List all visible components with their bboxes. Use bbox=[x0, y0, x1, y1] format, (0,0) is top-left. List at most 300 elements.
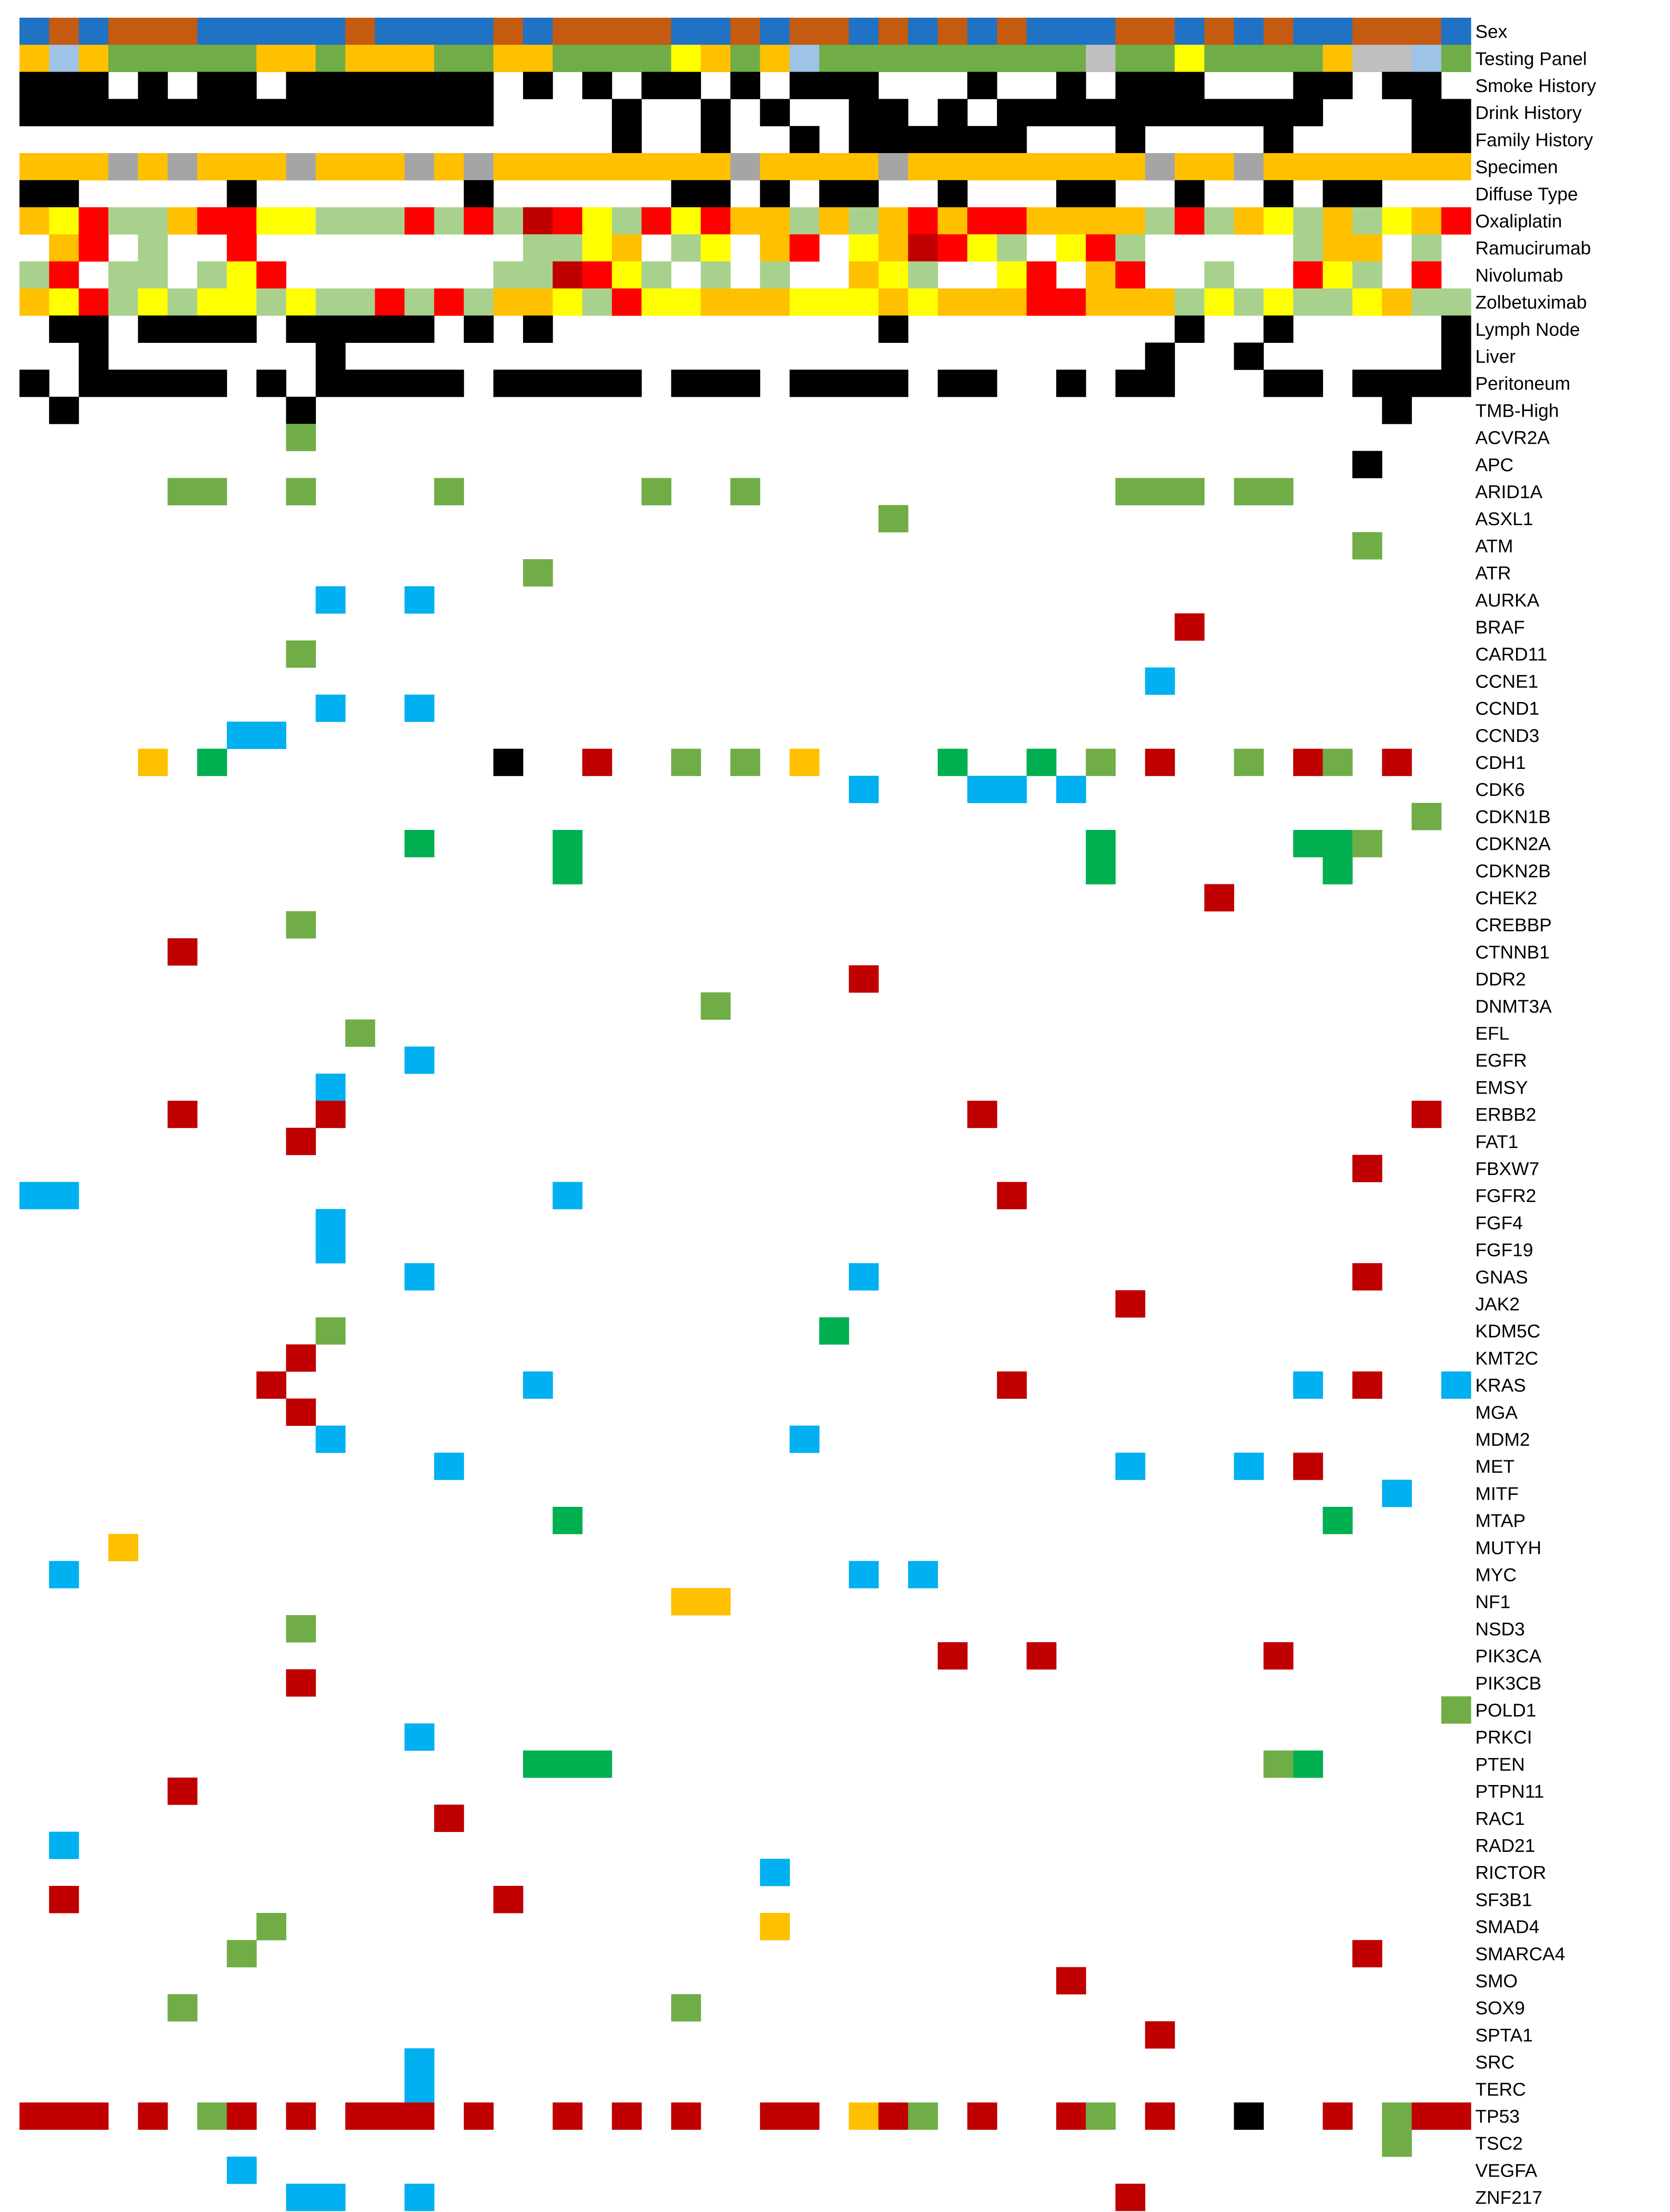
cell-nivolumab-29 bbox=[878, 261, 908, 289]
cell-pten-19 bbox=[582, 1751, 612, 1778]
cell-znf217-9 bbox=[286, 2184, 316, 2211]
cell-zolbetuximab-6 bbox=[197, 288, 227, 316]
cell-sex-40 bbox=[1204, 18, 1235, 45]
cell-family-history-28 bbox=[849, 126, 879, 154]
cell-oxaliplatin-2 bbox=[79, 207, 109, 234]
cell-nivolumab-30 bbox=[908, 261, 938, 289]
cell-egfr-13 bbox=[404, 1047, 435, 1074]
cell-specimen-22 bbox=[671, 153, 701, 180]
cell-aurka-13 bbox=[404, 586, 435, 614]
cell-zolbetuximab-26 bbox=[789, 288, 820, 316]
cell-cdk6-32 bbox=[967, 776, 997, 803]
row-label-atr: ATR bbox=[1475, 562, 1511, 584]
cell-specimen-24 bbox=[731, 153, 761, 180]
cell-specimen-30 bbox=[908, 153, 938, 180]
cell-ramucirumab-28 bbox=[849, 234, 879, 262]
cell-myc-30 bbox=[908, 1561, 938, 1588]
cell-atm-45 bbox=[1352, 532, 1382, 560]
cell-smoke-history-27 bbox=[819, 72, 849, 99]
cell-peritoneum-8 bbox=[257, 370, 287, 397]
cell-testing-panel-35 bbox=[1056, 45, 1086, 72]
cell-oxaliplatin-38 bbox=[1145, 207, 1175, 234]
cell-tp53-2 bbox=[79, 2102, 109, 2130]
row-label-braf: BRAF bbox=[1475, 617, 1525, 637]
cell-arid1a-9 bbox=[286, 478, 316, 505]
cell-specimen-1 bbox=[49, 153, 79, 180]
cell-liver-38 bbox=[1145, 342, 1175, 370]
row-label-rictor: RICTOR bbox=[1475, 1862, 1547, 1883]
cell-zolbetuximab-36 bbox=[1086, 288, 1116, 316]
cell-zolbetuximab-1 bbox=[49, 288, 79, 316]
cell-arid1a-42 bbox=[1263, 478, 1293, 505]
row-label-nivolumab: Nivolumab bbox=[1475, 265, 1563, 286]
cell-cdkn2b-44 bbox=[1323, 857, 1353, 884]
cell-specimen-0 bbox=[19, 153, 50, 180]
cell-kras-17 bbox=[523, 1371, 553, 1399]
cell-smoke-history-10 bbox=[316, 72, 346, 99]
cell-specimen-4 bbox=[138, 153, 168, 180]
cell-lymph-node-42 bbox=[1263, 315, 1293, 343]
cell-specimen-20 bbox=[612, 153, 642, 180]
cell-sex-22 bbox=[671, 18, 701, 45]
cell-cdh1-43 bbox=[1293, 749, 1323, 776]
row-label-lymph-node: Lymph Node bbox=[1475, 319, 1580, 340]
cell-zolbetuximab-38 bbox=[1145, 288, 1175, 316]
cell-drink-history-9 bbox=[286, 99, 316, 127]
cell-nivolumab-28 bbox=[849, 261, 879, 289]
cell-nivolumab-8 bbox=[257, 261, 287, 289]
cell-cdk6-33 bbox=[997, 776, 1027, 803]
cell-tp53-12 bbox=[375, 2102, 405, 2130]
cell-arid1a-38 bbox=[1145, 478, 1175, 505]
cell-specimen-42 bbox=[1263, 153, 1293, 180]
cell-cdh1-6 bbox=[197, 749, 227, 776]
cell-testing-panel-9 bbox=[286, 45, 316, 72]
cell-ddr2-28 bbox=[849, 965, 879, 993]
cell-smoke-history-39 bbox=[1175, 72, 1205, 99]
cell-diffuse-type-23 bbox=[701, 180, 731, 207]
cell-drink-history-29 bbox=[878, 99, 908, 127]
cell-peritoneum-19 bbox=[582, 370, 612, 397]
cell-erbb2-32 bbox=[967, 1101, 997, 1128]
cell-oxaliplatin-29 bbox=[878, 207, 908, 234]
row-label-apc: APC bbox=[1475, 454, 1514, 475]
cell-specimen-16 bbox=[493, 153, 523, 180]
cell-sex-11 bbox=[345, 18, 375, 45]
cell-drink-history-4 bbox=[138, 99, 168, 127]
row-label-vegfa: VEGFA bbox=[1475, 2160, 1538, 2181]
cell-oxaliplatin-39 bbox=[1175, 207, 1205, 234]
cell-cdkn2a-36 bbox=[1086, 830, 1116, 857]
cell-zolbetuximab-2 bbox=[79, 288, 109, 316]
cell-nf1-22 bbox=[671, 1588, 701, 1616]
cell-specimen-15 bbox=[464, 153, 494, 180]
row-label-nsd3: NSD3 bbox=[1475, 1618, 1525, 1640]
cell-terc-13 bbox=[404, 2075, 435, 2103]
cell-vegfa-7 bbox=[227, 2157, 257, 2184]
cell-zolbetuximab-35 bbox=[1056, 288, 1086, 316]
cell-oxaliplatin-41 bbox=[1234, 207, 1264, 234]
cell-tp53-9 bbox=[286, 2102, 316, 2130]
cell-specimen-35 bbox=[1056, 153, 1086, 180]
cell-specimen-40 bbox=[1204, 153, 1235, 180]
cell-kras-43 bbox=[1293, 1371, 1323, 1399]
cell-oxaliplatin-21 bbox=[642, 207, 672, 234]
cell-ramucirumab-43 bbox=[1293, 234, 1323, 262]
cell-zolbetuximab-29 bbox=[878, 288, 908, 316]
cell-oxaliplatin-9 bbox=[286, 207, 316, 234]
cell-oxaliplatin-18 bbox=[553, 207, 583, 234]
cell-sex-5 bbox=[168, 18, 198, 45]
cell-specimen-13 bbox=[404, 153, 435, 180]
row-label-pik3ca: PIK3CA bbox=[1475, 1645, 1542, 1667]
cell-ramucirumab-47 bbox=[1412, 234, 1442, 262]
cell-drink-history-40 bbox=[1204, 99, 1235, 127]
cell-diffuse-type-27 bbox=[819, 180, 849, 207]
cell-specimen-25 bbox=[760, 153, 790, 180]
cell-testing-panel-31 bbox=[938, 45, 968, 72]
cell-sex-12 bbox=[375, 18, 405, 45]
cell-peritoneum-13 bbox=[404, 370, 435, 397]
cell-drink-history-25 bbox=[760, 99, 790, 127]
cell-nivolumab-19 bbox=[582, 261, 612, 289]
cell-cdkn2a-45 bbox=[1352, 830, 1382, 857]
cell-zolbetuximab-8 bbox=[257, 288, 287, 316]
cell-smoke-history-14 bbox=[434, 72, 464, 99]
cell-pten-43 bbox=[1293, 1751, 1323, 1778]
cell-sex-36 bbox=[1086, 18, 1116, 45]
cell-pten-17 bbox=[523, 1751, 553, 1778]
row-label-specimen: Specimen bbox=[1475, 156, 1558, 177]
cell-sex-29 bbox=[878, 18, 908, 45]
cell-zolbetuximab-33 bbox=[997, 288, 1027, 316]
cell-oxaliplatin-37 bbox=[1116, 207, 1146, 234]
cell-family-history-29 bbox=[878, 126, 908, 154]
row-label-card11: CARD11 bbox=[1475, 644, 1547, 665]
cell-oxaliplatin-25 bbox=[760, 207, 790, 234]
cell-oxaliplatin-1 bbox=[49, 207, 79, 234]
cell-specimen-37 bbox=[1116, 153, 1146, 180]
cell-testing-panel-45 bbox=[1352, 45, 1382, 72]
cell-specimen-44 bbox=[1323, 153, 1353, 180]
cell-specimen-17 bbox=[523, 153, 553, 180]
cell-peritoneum-20 bbox=[612, 370, 642, 397]
cell-diffuse-type-15 bbox=[464, 180, 494, 207]
cell-dnmt3a-23 bbox=[701, 992, 731, 1020]
cell-family-history-20 bbox=[612, 126, 642, 154]
cell-specimen-27 bbox=[819, 153, 849, 180]
cell-met-41 bbox=[1234, 1453, 1264, 1480]
cell-testing-panel-17 bbox=[523, 45, 553, 72]
cell-peritoneum-27 bbox=[819, 370, 849, 397]
cell-erbb2-5 bbox=[168, 1101, 198, 1128]
cell-zolbetuximab-17 bbox=[523, 288, 553, 316]
cell-sex-10 bbox=[316, 18, 346, 45]
cell-zolbetuximab-10 bbox=[316, 288, 346, 316]
cell-lymph-node-1 bbox=[49, 315, 79, 343]
cell-diffuse-type-44 bbox=[1323, 180, 1353, 207]
cell-testing-panel-33 bbox=[997, 45, 1027, 72]
cell-drink-history-1 bbox=[49, 99, 79, 127]
cell-arid1a-24 bbox=[731, 478, 761, 505]
cell-nivolumab-37 bbox=[1116, 261, 1146, 289]
cell-testing-panel-11 bbox=[345, 45, 375, 72]
cell-sex-0 bbox=[19, 18, 50, 45]
cell-smoke-history-26 bbox=[789, 72, 820, 99]
cell-met-43 bbox=[1293, 1453, 1323, 1480]
cell-smoke-history-44 bbox=[1323, 72, 1353, 99]
cell-testing-panel-19 bbox=[582, 45, 612, 72]
cell-kdm5c-27 bbox=[819, 1317, 849, 1345]
row-label-ccnd1: CCND1 bbox=[1475, 698, 1539, 719]
cell-src-13 bbox=[404, 2048, 435, 2076]
row-label-liver: Liver bbox=[1475, 346, 1516, 367]
cell-zolbetuximab-43 bbox=[1293, 288, 1323, 316]
cell-sex-27 bbox=[819, 18, 849, 45]
cell-smad4-8 bbox=[257, 1913, 287, 1940]
cell-drink-history-48 bbox=[1441, 99, 1471, 127]
cell-zolbetuximab-19 bbox=[582, 288, 612, 316]
cell-specimen-31 bbox=[938, 153, 968, 180]
row-label-tsc2: TSC2 bbox=[1475, 2133, 1523, 2154]
cell-nivolumab-6 bbox=[197, 261, 227, 289]
cell-nf1-23 bbox=[701, 1588, 731, 1616]
cell-gnas-13 bbox=[404, 1263, 435, 1290]
cell-lymph-node-7 bbox=[227, 315, 257, 343]
cell-ramucirumab-7 bbox=[227, 234, 257, 262]
cell-peritoneum-37 bbox=[1116, 370, 1146, 397]
cell-family-history-42 bbox=[1263, 126, 1293, 154]
cell-pik3ca-42 bbox=[1263, 1642, 1293, 1670]
cell-mtap-18 bbox=[553, 1507, 583, 1534]
cell-sex-13 bbox=[404, 18, 435, 45]
cell-ccnd3-8 bbox=[257, 722, 287, 749]
cell-apc-45 bbox=[1352, 451, 1382, 478]
cell-testing-panel-15 bbox=[464, 45, 494, 72]
cell-sex-42 bbox=[1263, 18, 1293, 45]
row-label-cdkn1b: CDKN1B bbox=[1475, 806, 1551, 827]
cell-mutyh-3 bbox=[108, 1534, 138, 1561]
cell-oxaliplatin-35 bbox=[1056, 207, 1086, 234]
cell-rad21-1 bbox=[49, 1832, 79, 1859]
cell-cdh1-19 bbox=[582, 749, 612, 776]
cell-ramucirumab-20 bbox=[612, 234, 642, 262]
cell-spta1-38 bbox=[1145, 2021, 1175, 2049]
cell-tp53-32 bbox=[967, 2102, 997, 2130]
row-label-ddr2: DDR2 bbox=[1475, 968, 1526, 990]
cell-sex-8 bbox=[257, 18, 287, 45]
cell-ctnnb1-5 bbox=[168, 938, 198, 966]
cell-peritoneum-23 bbox=[701, 370, 731, 397]
cell-testing-panel-21 bbox=[642, 45, 672, 72]
cell-nivolumab-17 bbox=[523, 261, 553, 289]
cell-specimen-6 bbox=[197, 153, 227, 180]
cell-crebbp-9 bbox=[286, 911, 316, 939]
cell-diffuse-type-1 bbox=[49, 180, 79, 207]
cell-tp53-29 bbox=[878, 2102, 908, 2130]
cell-tp53-41 bbox=[1234, 2102, 1264, 2130]
row-label-myc: MYC bbox=[1475, 1564, 1517, 1585]
cell-pten-42 bbox=[1263, 1751, 1293, 1778]
row-label-znf217: ZNF217 bbox=[1475, 2187, 1543, 2208]
cell-erbb2-47 bbox=[1412, 1101, 1442, 1128]
cell-cdh1-44 bbox=[1323, 749, 1353, 776]
cell-oxaliplatin-24 bbox=[731, 207, 761, 234]
cell-zolbetuximab-18 bbox=[553, 288, 583, 316]
cell-sex-33 bbox=[997, 18, 1027, 45]
cell-sex-24 bbox=[731, 18, 761, 45]
cell-drink-history-38 bbox=[1145, 99, 1175, 127]
cell-testing-panel-44 bbox=[1323, 45, 1353, 72]
cell-rictor-25 bbox=[760, 1859, 790, 1886]
cell-mtap-44 bbox=[1323, 1507, 1353, 1534]
cell-sex-3 bbox=[108, 18, 138, 45]
cell-family-history-48 bbox=[1441, 126, 1471, 154]
row-label-chek2: CHEK2 bbox=[1475, 887, 1538, 908]
cell-tp53-18 bbox=[553, 2102, 583, 2130]
row-label-kmt2c: KMT2C bbox=[1475, 1348, 1539, 1369]
cell-sex-26 bbox=[789, 18, 820, 45]
cell-testing-panel-38 bbox=[1145, 45, 1175, 72]
cell-smoke-history-13 bbox=[404, 72, 435, 99]
cell-sex-23 bbox=[701, 18, 731, 45]
cell-cdkn2a-43 bbox=[1293, 830, 1323, 857]
cell-nivolumab-44 bbox=[1323, 261, 1353, 289]
cell-specimen-47 bbox=[1412, 153, 1442, 180]
cell-ramucirumab-29 bbox=[878, 234, 908, 262]
cell-zolbetuximab-44 bbox=[1323, 288, 1353, 316]
cell-peritoneum-14 bbox=[434, 370, 464, 397]
cell-ramucirumab-37 bbox=[1116, 234, 1146, 262]
cell-diffuse-type-42 bbox=[1263, 180, 1293, 207]
cell-tp53-6 bbox=[197, 2102, 227, 2130]
cell-oxaliplatin-20 bbox=[612, 207, 642, 234]
cell-oxaliplatin-3 bbox=[108, 207, 138, 234]
cell-sex-15 bbox=[464, 18, 494, 45]
cell-zolbetuximab-16 bbox=[493, 288, 523, 316]
cell-cdh1-38 bbox=[1145, 749, 1175, 776]
cell-zolbetuximab-23 bbox=[701, 288, 731, 316]
row-label-terc: TERC bbox=[1475, 2078, 1526, 2100]
cell-pik3ca-34 bbox=[1027, 1642, 1057, 1670]
row-label-mutyh: MUTYH bbox=[1475, 1537, 1542, 1558]
row-label-cdh1: CDH1 bbox=[1475, 752, 1526, 773]
cell-specimen-21 bbox=[642, 153, 672, 180]
cell-smoke-history-2 bbox=[79, 72, 109, 99]
cell-smoke-history-15 bbox=[464, 72, 494, 99]
cell-zolbetuximab-41 bbox=[1234, 288, 1264, 316]
cell-smarca4-7 bbox=[227, 1940, 257, 1967]
cell-nivolumab-45 bbox=[1352, 261, 1382, 289]
cell-lymph-node-48 bbox=[1441, 315, 1471, 343]
cell-oxaliplatin-0 bbox=[19, 207, 50, 234]
row-label-rad21: RAD21 bbox=[1475, 1835, 1535, 1856]
cell-tp53-1 bbox=[49, 2102, 79, 2130]
row-label-fbxw7: FBXW7 bbox=[1475, 1158, 1539, 1179]
cell-specimen-45 bbox=[1352, 153, 1382, 180]
cell-arid1a-6 bbox=[197, 478, 227, 505]
row-label-mitf: MITF bbox=[1475, 1483, 1519, 1504]
cell-drink-history-15 bbox=[464, 99, 494, 127]
cell-specimen-10 bbox=[316, 153, 346, 180]
cell-liver-48 bbox=[1441, 342, 1471, 370]
cell-sex-44 bbox=[1323, 18, 1353, 45]
cell-oxaliplatin-16 bbox=[493, 207, 523, 234]
cell-oxaliplatin-31 bbox=[938, 207, 968, 234]
cell-sf3b1-16 bbox=[493, 1886, 523, 1913]
cell-peritoneum-3 bbox=[108, 370, 138, 397]
cell-drink-history-14 bbox=[434, 99, 464, 127]
cell-drink-history-6 bbox=[197, 99, 227, 127]
cell-zolbetuximab-32 bbox=[967, 288, 997, 316]
cell-oxaliplatin-6 bbox=[197, 207, 227, 234]
cell-peritoneum-5 bbox=[168, 370, 198, 397]
cell-zolbetuximab-22 bbox=[671, 288, 701, 316]
cell-cdkn2a-18 bbox=[553, 830, 583, 857]
cell-diffuse-type-0 bbox=[19, 180, 50, 207]
cell-specimen-2 bbox=[79, 153, 109, 180]
cell-specimen-38 bbox=[1145, 153, 1175, 180]
cell-znf217-10 bbox=[316, 2184, 346, 2211]
cell-pold1-48 bbox=[1441, 1696, 1471, 1724]
cell-sox9-5 bbox=[168, 1994, 198, 2022]
cell-nivolumab-1 bbox=[49, 261, 79, 289]
cell-drink-history-41 bbox=[1234, 99, 1264, 127]
row-label-kdm5c: KDM5C bbox=[1475, 1321, 1541, 1342]
cell-testing-panel-26 bbox=[789, 45, 820, 72]
cell-peritoneum-47 bbox=[1412, 370, 1442, 397]
cell-testing-panel-28 bbox=[849, 45, 879, 72]
cell-jak2-37 bbox=[1116, 1290, 1146, 1317]
cell-diffuse-type-39 bbox=[1175, 180, 1205, 207]
cell-specimen-12 bbox=[375, 153, 405, 180]
cell-family-history-47 bbox=[1412, 126, 1442, 154]
cell-ramucirumab-36 bbox=[1086, 234, 1116, 262]
cell-sex-34 bbox=[1027, 18, 1057, 45]
cell-zolbetuximab-21 bbox=[642, 288, 672, 316]
cell-oxaliplatin-46 bbox=[1382, 207, 1412, 234]
cell-lymph-node-12 bbox=[375, 315, 405, 343]
cell-sex-28 bbox=[849, 18, 879, 45]
row-label-ptpn11: PTPN11 bbox=[1475, 1781, 1544, 1802]
cell-zolbetuximab-11 bbox=[345, 288, 375, 316]
cell-nivolumab-18 bbox=[553, 261, 583, 289]
row-label-aurka: AURKA bbox=[1475, 589, 1539, 611]
cell-drink-history-37 bbox=[1116, 99, 1146, 127]
cell-zolbetuximab-47 bbox=[1412, 288, 1442, 316]
cell-mga-9 bbox=[286, 1398, 316, 1426]
cell-cdh1-4 bbox=[138, 749, 168, 776]
cell-peritoneum-22 bbox=[671, 370, 701, 397]
row-label-arid1a: ARID1A bbox=[1475, 481, 1543, 502]
cell-specimen-3 bbox=[108, 153, 138, 180]
cell-peritoneum-0 bbox=[19, 370, 50, 397]
cell-ramucirumab-4 bbox=[138, 234, 168, 262]
cell-arid1a-39 bbox=[1175, 478, 1205, 505]
cell-oxaliplatin-7 bbox=[227, 207, 257, 234]
cell-cdkn2a-13 bbox=[404, 830, 435, 857]
cell-tsc2-46 bbox=[1382, 2130, 1412, 2157]
cell-diffuse-type-35 bbox=[1056, 180, 1086, 207]
cell-drink-history-23 bbox=[701, 99, 731, 127]
cell-smoke-history-21 bbox=[642, 72, 672, 99]
cell-tp53-46 bbox=[1382, 2102, 1412, 2130]
cell-smoke-history-47 bbox=[1412, 72, 1442, 99]
cell-zolbetuximab-40 bbox=[1204, 288, 1235, 316]
row-label-dnmt3a: DNMT3A bbox=[1475, 995, 1552, 1017]
row-label-met: MET bbox=[1475, 1456, 1515, 1477]
cell-drink-history-0 bbox=[19, 99, 50, 127]
